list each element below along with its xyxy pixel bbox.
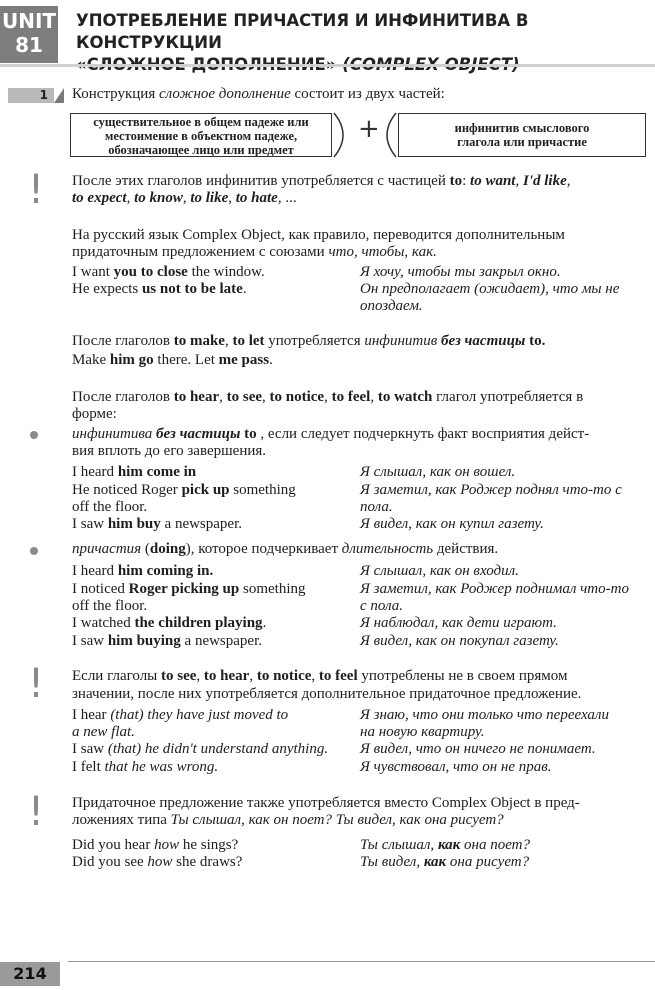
example-en [72,759,218,776]
text: употреблены не в своем прямом [357,668,568,684]
clause: (that) he didn't understand anything. [107,741,329,757]
example-en [72,854,242,871]
term: to feel [318,668,358,684]
text: I noticed [72,581,129,597]
text: , [224,333,233,349]
term: как [423,854,447,870]
text: I saw [72,741,108,757]
note1-line-2 [72,190,297,207]
term: I'd like [522,173,567,189]
term: to feel [331,389,371,405]
example-ru: Я слышал, как он входил. [360,563,519,579]
intro-term: сложное дополнение [158,86,291,102]
text: , [324,389,332,405]
term: doing [149,541,186,557]
text: . [242,281,247,297]
exclamation-icon: ! [28,167,45,213]
section-marker-icon [54,88,64,103]
examples-inline: Ты слышал, как он поет? Ты видел, как она рисует? [170,812,504,828]
example-ru: Я видел, что он ничего не понимает. [360,741,596,757]
term: us not to be late [141,281,243,297]
text: He noticed Roger [72,482,182,498]
footer-divider [68,961,655,962]
term: to hear [203,668,250,684]
header-divider [0,64,655,67]
text: He expects [72,281,142,297]
term: him coming in. [117,563,214,579]
term: инфинитива [72,426,157,442]
text: После глаголов [72,333,174,349]
example-en [72,516,242,533]
term: to see [161,668,197,684]
box-noun-line-3: обозначающее лицо или предмет [108,143,294,157]
example-en-cont: off the floor. [72,598,148,614]
example-en [72,837,238,854]
box-infinitive [398,113,646,157]
section-intro [72,86,445,103]
example-ru: Я знаю, что они только что переехали [360,707,609,723]
example-en [72,563,213,580]
term: to know [134,190,183,206]
example-ru: Я слышал, как он вошел. [360,464,516,480]
text: Did you hear [72,837,155,853]
box-infinitive-line-1: инфинитив смыслового [454,121,590,135]
intro-text: Конструкция [72,86,159,102]
term: him go [109,352,154,368]
term: to make [173,333,225,349]
para4-line-2: форме: [72,406,117,422]
term: him buy [107,516,161,532]
example-ru: Я наблюдал, как дети играют. [360,615,557,631]
text: придаточным предложением с союзами [72,244,329,260]
term: без частицы [441,333,526,349]
example-ru-cont: опоздаем. [360,298,423,314]
term: без частицы [156,426,241,442]
example-ru: Я заметил, как Роджер поднимал что-то [360,581,629,597]
term: to see [226,389,263,405]
text: . [262,615,267,631]
example-en-cont: off the floor. [72,499,148,515]
term: to hear [173,389,220,405]
bullet2-line-1 [72,541,498,558]
box-noun-line-2: местоимение в объектном падеже, [104,129,298,143]
bullet-dot-icon [30,547,38,555]
bullet1-line-1 [72,426,589,443]
text: I want [72,264,114,280]
example-ru: Я хочу, чтобы ты закрыл окно. [360,264,561,280]
term: to notice [269,389,325,405]
text: Did you see [72,854,148,870]
term: to watch [377,389,433,405]
term: to [240,426,257,442]
text: Если глаголы [72,668,162,684]
section-number: 1 [8,88,54,103]
page-number: 214 [0,962,60,986]
term: to like [190,190,229,206]
text: После глаголов [72,389,174,405]
text: , [182,190,191,206]
text: . [269,352,273,368]
clause: that he was wrong. [104,759,219,775]
term: him buying [107,633,181,649]
term: me pass [218,352,270,368]
conjunctions: что, чтобы, как. [328,244,437,260]
text: I saw [72,633,108,649]
box-noun-line-1: существительное в общем падеже или [93,115,309,129]
term: pick up [181,482,230,498]
term: to hate [235,190,278,206]
example-en [72,264,265,281]
example-ru: Он предполагает (ожидает), что мы не [360,281,620,297]
example-en [72,482,296,499]
example-en-cont: a new flat. [72,724,135,740]
term: Roger picking up [128,581,240,597]
text: Ты слышал, [360,837,438,853]
text: , [311,668,319,684]
example-en [72,281,247,298]
text: I heard [72,563,118,579]
term: инфинитив [364,333,441,349]
text: , [566,173,571,189]
text: Make [72,352,110,368]
text: Ты видел, [360,854,424,870]
text: ложениях типа [72,812,171,828]
clause: (that) they have just moved to [110,707,289,723]
exclamation-icon: ! [28,661,45,707]
term: to expect [72,190,127,206]
term: to let [232,333,265,349]
text: something [229,482,296,498]
text: a newspaper. [180,633,262,649]
term: the children playing [134,615,263,631]
unit-label: UNIT [1,9,57,33]
bullet1-line-2: вия вплоть до его завершения. [72,443,267,459]
exclamation-icon: ! [28,789,45,835]
text: I hear [72,707,111,723]
text: ), которое подчеркивает [185,541,342,557]
term: to notice [256,668,312,684]
text: , [219,389,227,405]
text: the window. [187,264,265,280]
example-ru [360,854,529,871]
term: how [154,837,180,853]
example-ru [360,837,530,854]
text: she draws? [172,854,243,870]
text: , [515,173,523,189]
text: , [126,190,135,206]
example-ru: Я видел, как он покупал газету. [360,633,559,649]
text: глагол употребляется в [432,389,584,405]
unit-number: 81 [15,33,43,57]
intro-text-end: состоит из двух частей: [290,86,445,102]
example-ru: Я заметил, как Роджер поднял что-то с [360,482,622,498]
para2-line-2 [72,244,437,261]
text: ( [141,541,150,557]
example-ru-cont: пола. [360,499,393,515]
text: , [262,389,270,405]
example-ru-cont: на новую квартиру. [360,724,485,740]
text: I watched [72,615,135,631]
unit-badge [0,6,58,63]
example-ru: Я чувствовал, что он не прав. [360,759,552,775]
text: действия. [433,541,499,557]
example-en [72,464,196,481]
term: him come in [117,464,197,480]
box-noun [70,113,332,157]
example-en [72,707,288,724]
term: to. [529,333,546,349]
note2-line-1 [72,668,568,685]
para3-line-2 [72,352,273,369]
text: a newspaper. [160,516,242,532]
example-ru: Я видел, как он купил газету. [360,516,544,532]
term: you to close [113,264,188,280]
plus-sign: + [358,114,380,144]
term: how [147,854,173,870]
box-infinitive-line-2: глагола или причастие [457,135,587,149]
example-en [72,581,306,598]
text: , [196,668,204,684]
text: something [239,581,306,597]
para4-line-1 [72,389,583,406]
bullet-dot-icon [30,431,38,439]
example-en [72,633,262,650]
text: I felt [72,759,105,775]
example-en [72,615,266,632]
text: he sings? [179,837,239,853]
text: После этих глаголов инфинитив употребляется с частицей [72,173,450,189]
note2-line-2: значении, после них употребляется дополнительное придаточное предложение. [72,686,582,702]
text: она рисует? [446,854,530,870]
term: to want [470,173,516,189]
text: , если следует подчеркнуть факт восприятия дейст- [256,426,590,442]
text: there. Let [153,352,219,368]
text: , [228,190,236,206]
note3-line-2 [72,812,504,829]
term: причастия [72,541,142,557]
note3-line-1: Придаточное предложение также употребляется вместо Complex Object в пред- [72,795,580,811]
text: I saw [72,516,108,532]
text: : [462,173,471,189]
text: I heard [72,464,118,480]
text: употребляется [264,333,365,349]
para2-line-1: На русский язык Complex Object, как правило, переводится дополнительным [72,227,565,243]
term: длительность [341,541,434,557]
note1-line-1 [72,173,570,190]
term: как [437,837,461,853]
text: , ... [277,190,297,206]
title-line-1: УПОТРЕБЛЕНИЕ ПРИЧАСТИЯ И ИНФИНИТИВА В КОНСТРУКЦИИ [76,11,529,52]
text: она поет? [460,837,531,853]
example-ru-cont: с пола. [360,598,404,614]
example-en [72,741,328,758]
para3-line-1 [72,333,545,350]
text: , [249,668,257,684]
term: to [449,173,463,189]
text: , [370,389,378,405]
